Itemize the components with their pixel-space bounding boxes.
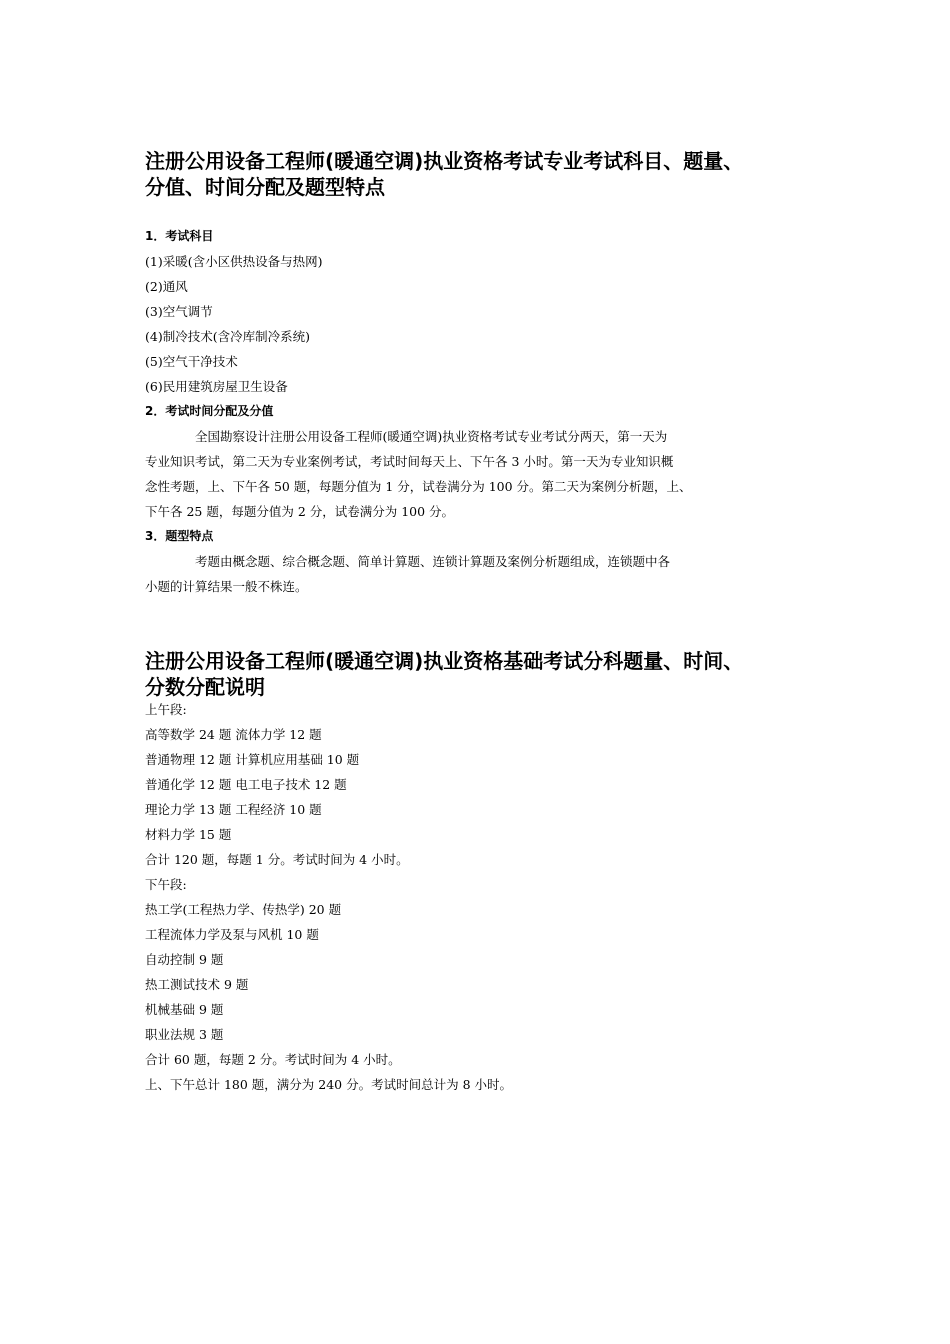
list-item: 热工学(工程热力学、传热学) 20 题 <box>145 902 342 917</box>
section-heading-question-types: 3．题型特点 <box>145 529 214 543</box>
afternoon-total: 合计 60 题，每题 2 分。考试时间为 4 小时。 <box>145 1052 401 1067</box>
list-item: 热工测试技术 9 题 <box>145 977 249 992</box>
list-item: 机械基础 9 题 <box>145 1002 224 1017</box>
paragraph-line: 考题由概念题、综合概念题、简单计算题、连锁计算题及案例分析题组成，连锁题中各 <box>195 554 671 569</box>
paragraph-line: 下午各 25 题，每题分值为 2 分，试卷满分为 100 分。 <box>145 504 455 519</box>
morning-label: 上午段: <box>145 702 187 717</box>
subject-item: (2)通风 <box>145 279 188 294</box>
title-line: 分值、时间分配及题型特点 <box>145 175 385 199</box>
list-item: 普通物理 12 题 计算机应用基础 10 题 <box>145 752 360 767</box>
paragraph-line: 小题的计算结果一般不株连。 <box>145 579 308 594</box>
afternoon-label: 下午段: <box>145 877 187 892</box>
subject-item: (5)空气干净技术 <box>145 354 238 369</box>
paragraph-line: 专业知识考试，第二天为专业案例考试，考试时间每天上、下午各 3 小时。第一天为专业知识概 <box>145 454 674 469</box>
paragraph-time-and-score <box>145 424 825 524</box>
paragraph-question-types <box>145 549 825 599</box>
section-heading-time-and-score: 2．考试时间分配及分值 <box>145 404 274 418</box>
basic-exam-section <box>145 697 825 1097</box>
morning-total: 合计 120 题，每题 1 分。考试时间为 4 小时。 <box>145 852 409 867</box>
subject-item: (4)制冷技术(含冷库制冷系统) <box>145 329 310 344</box>
title-line: 注册公用设备工程师(暖通空调)执业资格基础考试分科题量、时间、 <box>145 649 744 673</box>
list-item: 材料力学 15 题 <box>145 827 232 842</box>
document-title-professional-exam <box>145 148 825 200</box>
list-item: 职业法规 3 题 <box>145 1027 224 1042</box>
list-item: 工程流体力学及泵与风机 10 题 <box>145 927 319 942</box>
subject-item: (6)民用建筑房屋卫生设备 <box>145 379 288 394</box>
grand-total: 上、下午总计 180 题，满分为 240 分。考试时间总计为 8 小时。 <box>145 1077 513 1092</box>
paragraph-line: 全国勘察设计注册公用设备工程师(暖通空调)执业资格考试专业考试分两天，第一天为 <box>195 429 668 444</box>
title-line: 注册公用设备工程师(暖通空调)执业资格考试专业考试科目、题量、 <box>145 149 744 173</box>
title-line: 分数分配说明 <box>145 675 265 699</box>
subject-item: (3)空气调节 <box>145 304 213 319</box>
list-item: 理论力学 13 题 工程经济 10 题 <box>145 802 322 817</box>
subject-item: (1)采暖(含小区供热设备与热网) <box>145 254 323 269</box>
list-item: 普通化学 12 题 电工电子技术 12 题 <box>145 777 347 792</box>
document-title-basic-exam <box>145 648 825 700</box>
list-item: 高等数学 24 题 流体力学 12 题 <box>145 727 322 742</box>
paragraph-line: 念性考题，上、下午各 50 题，每题分值为 1 分，试卷满分为 100 分。第二天为案例分析题，上、 <box>145 479 692 494</box>
list-item: 自动控制 9 题 <box>145 952 224 967</box>
section-heading-exam-subjects: 1．考试科目 <box>145 229 214 243</box>
professional-exam-section <box>145 224 825 599</box>
